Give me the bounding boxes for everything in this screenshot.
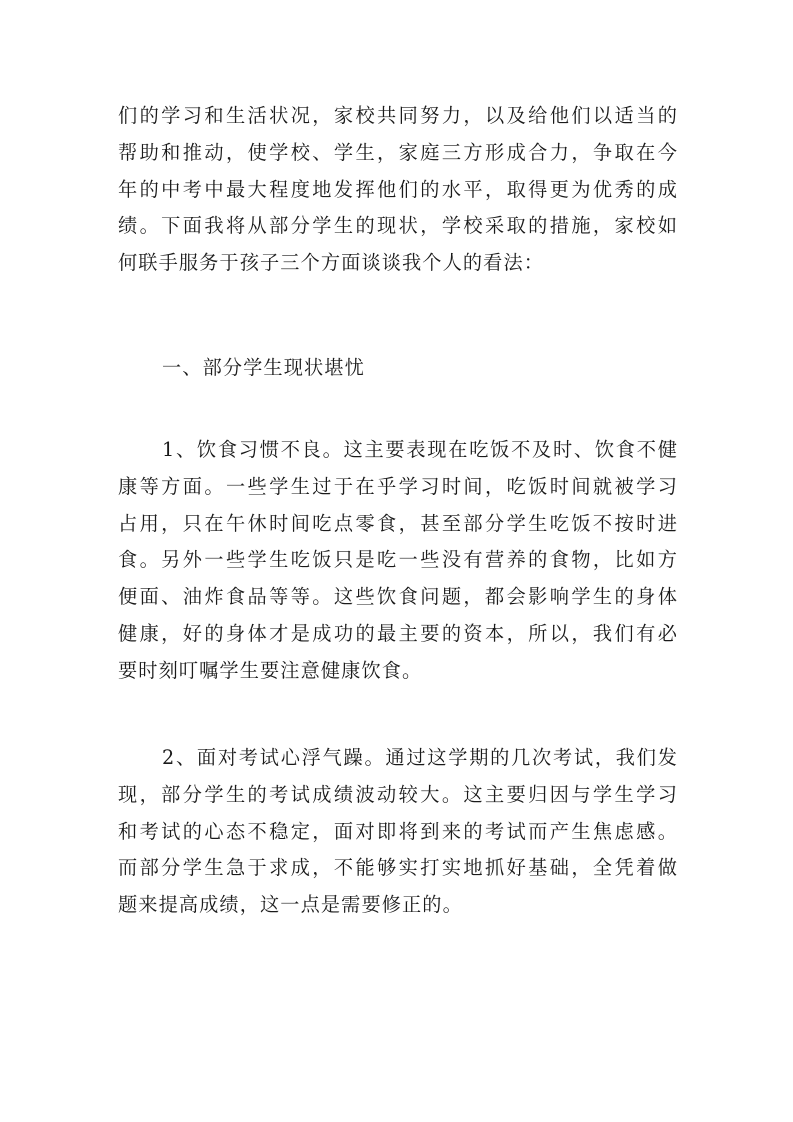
section-heading	[118, 350, 678, 387]
paragraph-line: 绩。下面我将从部分学生的现状，学校采取的措施，家校如	[118, 214, 678, 238]
paragraph-line: 1、饮食习惯不良。这主要表现在吃饭不及时、饮食不健	[162, 438, 678, 461]
paragraph-line: 和考试的心态不稳定，面对即将到来的考试而产生焦虑感。	[118, 819, 678, 843]
paragraph-line: 题来提高成绩，这一点是需要修正的。	[118, 893, 463, 917]
paragraph-line: 而部分学生急于求成，不能够实打实地抓好基础，全凭着做	[118, 856, 678, 880]
paragraph-line: 便面、油炸食品等等。这些饮食问题，都会影响学生的身体	[118, 585, 678, 609]
paragraph-line: 2、面对考试心浮气躁。通过这学期的几次考试，我们发	[162, 746, 678, 769]
paragraph-line: 占用，只在午休时间吃点零食，甚至部分学生吃饭不按时进	[118, 511, 678, 535]
intro-paragraph	[118, 98, 678, 282]
paragraph-exam-anxiety	[118, 740, 678, 924]
section-heading-text: 一、部分学生现状堪忧	[162, 356, 365, 379]
paragraph-line: 帮助和推动，使学校、学生，家庭三方形成合力，争取在今	[118, 140, 678, 164]
paragraph-line: 何联手服务于孩子三个方面谈谈我个人的看法：	[118, 251, 545, 275]
paragraph-line: 要时刻叮嘱学生要注意健康饮食。	[118, 658, 423, 682]
paragraph-line: 健康，好的身体才是成功的最主要的资本，所以，我们有必	[118, 621, 678, 645]
paragraph-diet-habits	[118, 432, 678, 690]
paragraph-line: 现，部分学生的考试成绩波动较大。这主要归因与学生学习	[118, 782, 678, 806]
paragraph-line: 们的学习和生活状况，家校共同努力，以及给他们以适当的	[118, 104, 678, 127]
paragraph-line: 康等方面。一些学生过于在乎学习时间，吃饭时间就被学习	[118, 474, 678, 498]
paragraph-line: 食。另外一些学生吃饭只是吃一些没有营养的食物，比如方	[118, 548, 678, 572]
paragraph-line: 年的中考中最大程度地发挥他们的水平，取得更为优秀的成	[118, 177, 678, 201]
